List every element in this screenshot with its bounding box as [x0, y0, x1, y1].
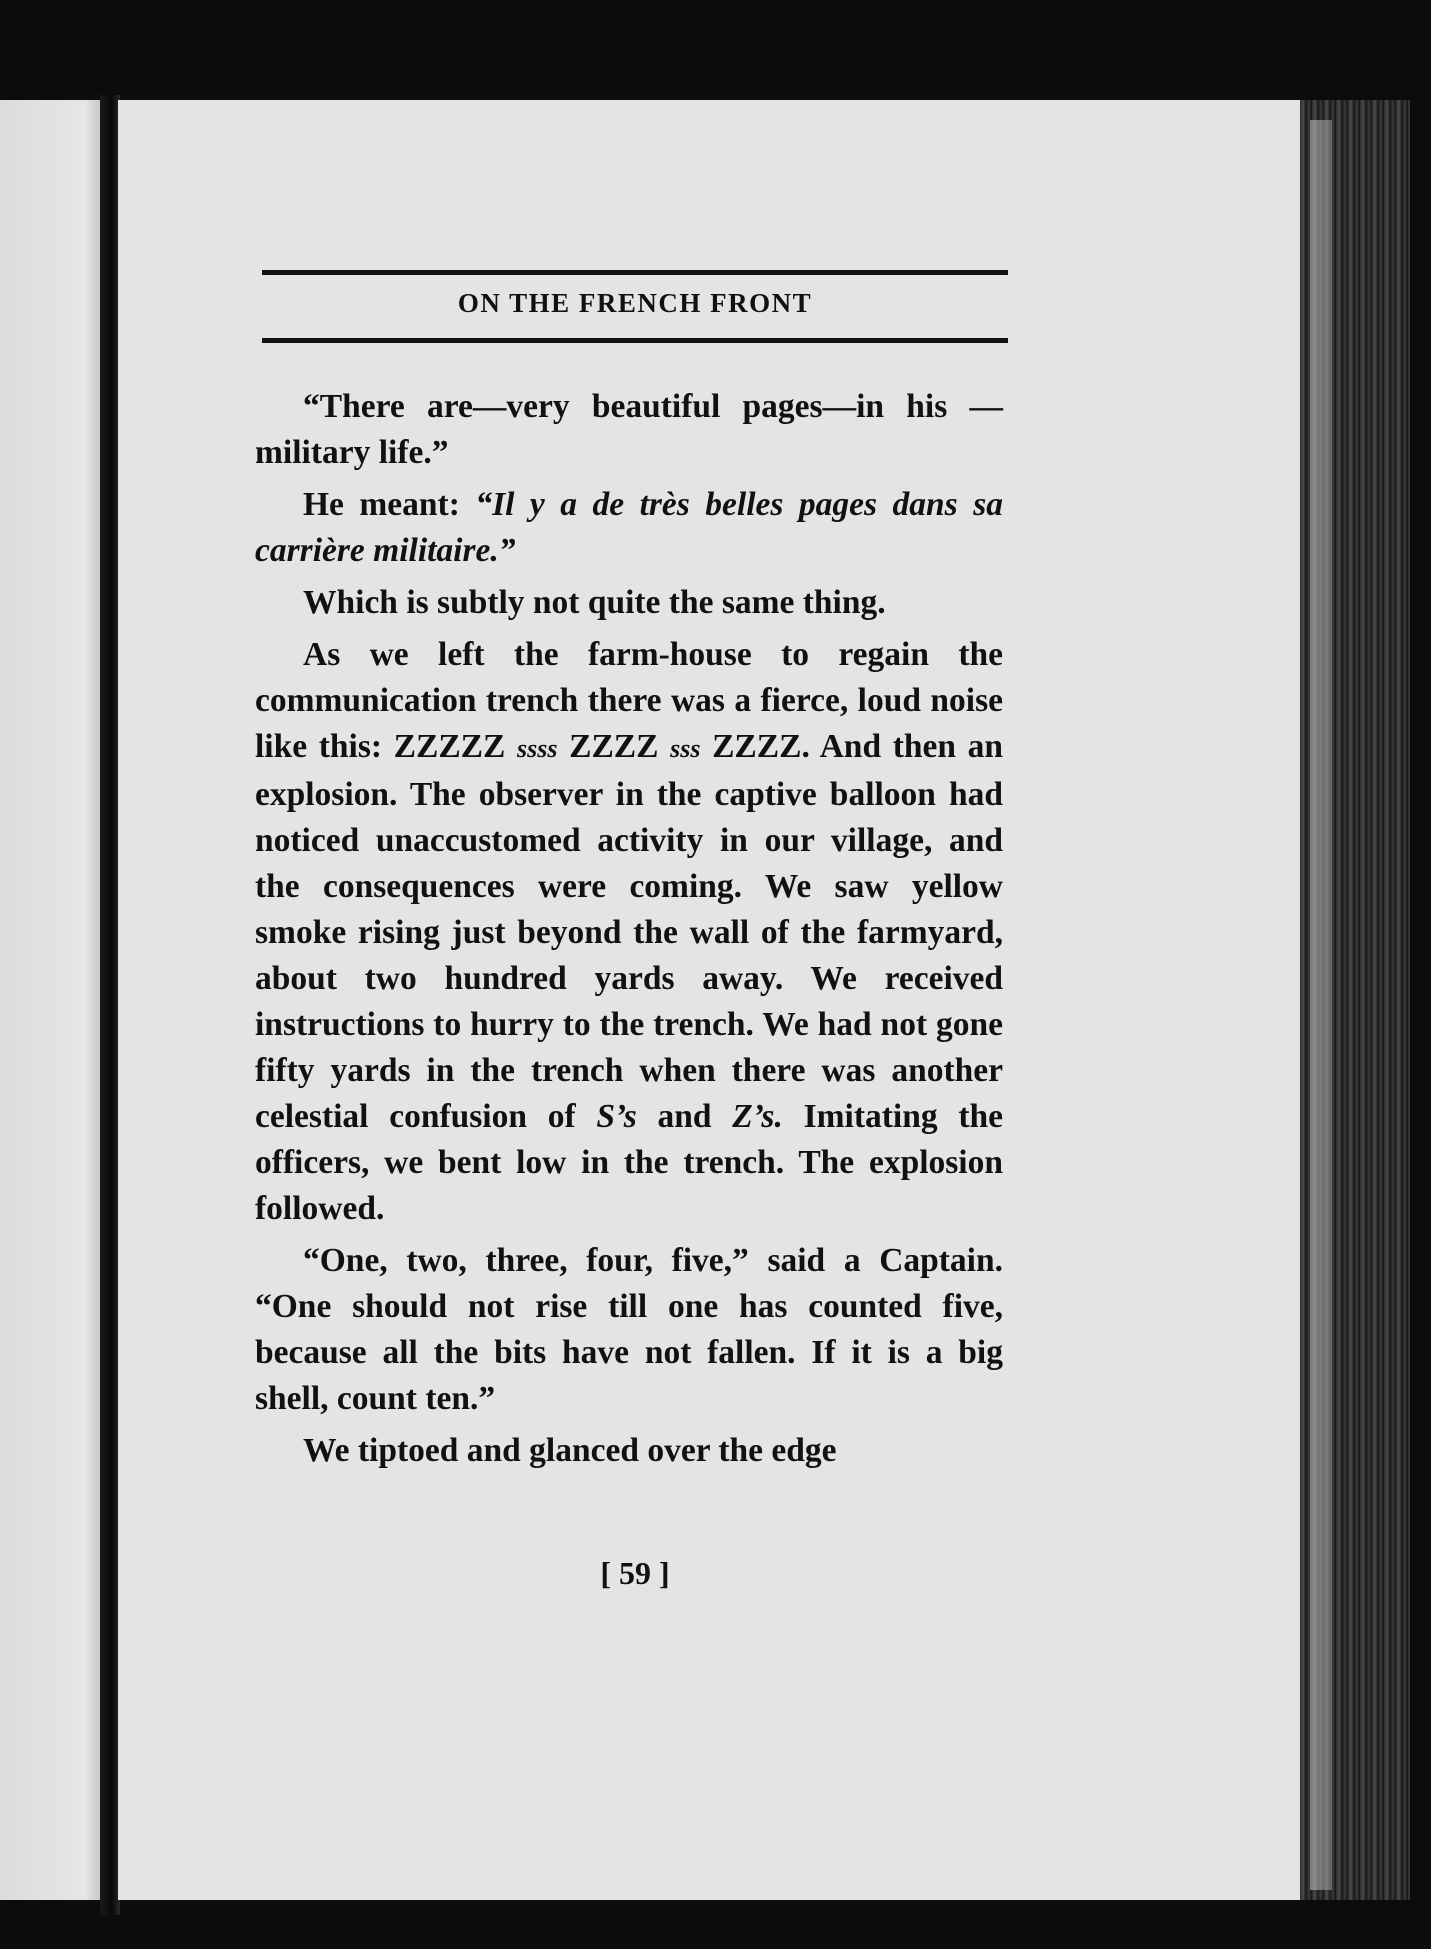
- italic-letters: Z’s.: [732, 1098, 783, 1135]
- text-run: and: [636, 1098, 733, 1135]
- paragraph-4: [255, 632, 1003, 1232]
- text-run: We tiptoed and glanced over the edge: [303, 1432, 837, 1469]
- italic-french-quote: “Il y a de très belles pages dans sa carrière militaire.”: [255, 486, 1003, 569]
- text-run: He meant:: [303, 486, 476, 523]
- italic-sound: ssss: [517, 734, 558, 763]
- paragraph-1: [255, 384, 1003, 476]
- text-run: “One, two, three, four, five,” said a Captain. “One should not rise till one has counted five, because all the bits have not fallen. If it is a big shell, count ten.”: [255, 1242, 1003, 1417]
- page-stack-highlight: [1310, 120, 1332, 1890]
- page-number: [ 59 ]: [600, 1555, 670, 1591]
- header-rule-bottom: [262, 338, 1008, 343]
- running-head: ON THE FRENCH FRONT: [457, 288, 813, 318]
- paragraph-5: [255, 1238, 1003, 1422]
- paragraph-3: [255, 580, 1003, 626]
- text-run: Imitating the officers, we bent low in the trench. The explosion followed.: [255, 1098, 1004, 1227]
- text-run: ZZZZ: [557, 728, 671, 765]
- italic-sound: sss: [670, 734, 701, 763]
- body-text: [255, 384, 1003, 1480]
- text-run: As we left the farm-house to regain the communication trench there was a fierce, loud noise like this: ZZZZZ: [255, 636, 1003, 765]
- paragraph-6: [255, 1428, 1003, 1474]
- paragraph-2: [255, 482, 1003, 574]
- italic-letters: S’s: [596, 1098, 637, 1135]
- left-page-edge: [0, 100, 106, 1900]
- text-run: Which is subtly not quite the same thing.: [303, 584, 886, 621]
- text-run: “There are—very beautiful pages—in his —military life.”: [255, 388, 1003, 471]
- book-gutter: [100, 95, 120, 1915]
- text-run: ZZZZ. And then an explosion. The observer in the captive balloon had noticed unaccustomed activity in our village, and the consequences were coming. We saw yellow smoke rising just beyond the wall of the farmyard, about two hundred yards away. We received instructions to hurry to the trench. We had not gone fifty yards in the trench when there was another celestial confusion of: [255, 728, 1003, 1135]
- header-rule-top: [262, 270, 1008, 275]
